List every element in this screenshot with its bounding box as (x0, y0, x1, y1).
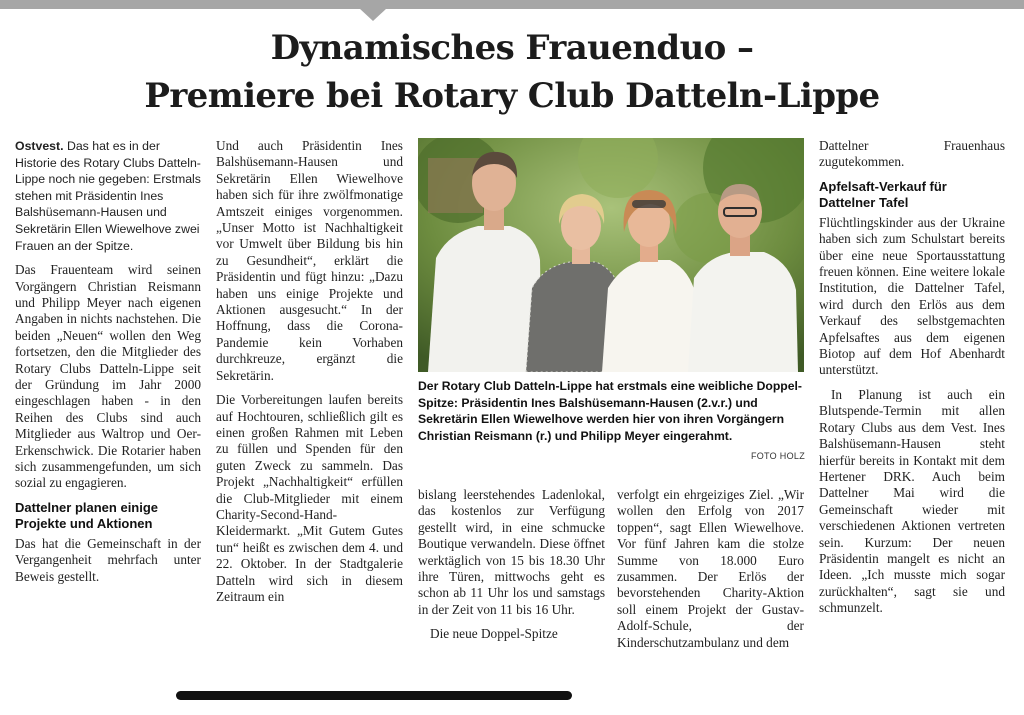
headline-line-2: Premiere bei Rotary Club Datteln-Lippe (144, 76, 880, 116)
article-column-4 (617, 487, 804, 659)
body-paragraph: Flüchtlingskinder aus der Ukraine haben sich zum Schulstart bereits über eine neue Sportausstattung freuen können. Eine weitere lokale Institution, die Dattelner Tafel, wird durch den Erlös aus dem Verkauf des selbstgemachten Apfelsaftes aus dem eigenen Biotop auf dem Hof Abenhardt unterstützt. (819, 214, 1005, 378)
body-paragraph: Die neue Doppel-Spitze (430, 626, 558, 642)
body-paragraph: Das Frauenteam wird seinen Vorgängern Christian Reismann und Philipp Meyer nach eigenen Angaben in nichts nachstehen. Die beiden „Neuen“ wollen den Weg fortsetzen, den die Mitglieder des Rotary Clubs Datteln-Lippe seit der Gründung im Jahr 2000 eingeschlagen haben - in den Reihen des Clubs sind auch Mitglieder aus Waltrop und Oer-Erkenschwick. Die Rotarier haben sich zusammengefunden, um sich sozial zu engagieren. (15, 262, 201, 491)
body-paragraph: verfolgt ein ehrgeiziges Ziel. „Wir wollen den Erfolg von 2017 toppen“, sagt Ellen Wiewelhove. Vor fünf Jahren kam die stolze Summe von 18.000 Euro zusammen. Der Erlös der bevorstehenden Charity-Aktion soll einem Projekt der Gustav-Adolf-Schule, der Kinderschutzambulanz und dem (617, 487, 804, 650)
lead-location: Ostvest. (15, 139, 64, 153)
body-paragraph: bislang leerstehendes Ladenlokal, das kostenlos zur Verfügung gestellt wird, in eine schmucke Boutique verwandeln. Diese öffnet werktäglich von 15 bis 18.30 Uhr ihre Türen, mittwochs geht es schon ab 11 Uhr los und samstags in der Zeit von 11 bis 16 Uhr. (418, 487, 605, 617)
photo-credit: FOTO HOLZ (750, 451, 805, 461)
article-column-5 (819, 138, 1005, 625)
lead-paragraph (15, 138, 201, 254)
body-paragraph: Und auch Präsidentin Ines Balshüsemann-Hausen und Sekretärin Ellen Wiewelhove haben sich für ihre zwölfmonatige Amtszeit einiges vorgenommen. „Unser Motto ist Nachhaltigkeit vor Umwelt über Bildung bis hin zu Gesundheit“, erklärt die Präsidentin und fügt hinzu: „Dazu haben uns einige Projekte und Aktionen ausgesucht.“ In der Hoffnung, dass die Corona-Pandemie kein Vorhaben durchkreuze, ergänzt die Sekretärin. (216, 138, 403, 383)
body-paragraph: In Planung ist auch ein Blutspende-Termin mit allen Rotary Clubs aus dem Vest. Ines Balshüsemann-Hausen steht hierfür bereits in Kontakt mit dem Hertener DRK. Auch beim Dattelner Mai wird die Gemeinschaft wieder mit verschiedenen Aktionen vertreten sein. Kurzum: Der neuen Präsidentin mangelt es nicht an Ideen. „Ich musste mich sogar zurückhalten“, sagt sie und schmunzelt. (819, 386, 1005, 616)
article-column-3 (418, 487, 605, 651)
headline-line-1: Dynamisches Frauenduo – (270, 28, 754, 68)
lead-text: Das hat es in der Historie des Rotary Clubs Datteln-Lippe noch nie gegeben: Erstmals stehen mit Präsidentin Ines Balshüsemann-Hausen und Sekretärin Ellen Wiewelhove zwei Frauen an der Spitze. (15, 139, 201, 253)
subheading: Dattelner planen einige Projekte und Aktionen (15, 499, 159, 531)
article-photo (418, 138, 804, 372)
photo-caption: Der Rotary Club Datteln-Lippe hat erstmals eine weibliche Doppel-Spitze: Präsidentin Ines Balshüsemann-Hausen (2.v.r.) und Sekretärin Ellen Wiewelhove werden hier von ihren Vorgängern Christian Reismann (r.) und Philipp Meyer eingerahmt. (418, 379, 802, 443)
pull-down-indicator[interactable] (359, 8, 387, 21)
body-paragraph: Das hat die Gemeinschaft in der Vergangenheit mehrfach unter Beweis gestellt. (15, 535, 201, 584)
subheading: Apfelsaft-Verkauf für Dattelner Tafel (819, 178, 947, 210)
body-paragraph: Die Vorbereitungen laufen bereits auf Hochtouren, schließlich gilt es einen großen Rahmen mit Leben zu füllen und Spenden für den guten Zweck zu sammeln. Das Projekt „Nachhaltigkeit“ erfüllen die Club-Mitglieder mit einem Charity-Second-Hand-Kleidermarkt. „Mit Gutem Gutes tun“ heißt es zwischen dem 4. und 22. Oktober. In der Stadtgalerie Datteln wird sich in diesem Zeitraum ein (216, 392, 403, 604)
article-column-2 (216, 138, 403, 613)
body-paragraph: Dattelner Frauenhaus zugutekommen. (819, 138, 1005, 170)
home-indicator-bar[interactable] (176, 691, 572, 700)
group-photo-illustration (418, 138, 804, 372)
top-scroll-bar (0, 0, 1024, 9)
article-column-1 (15, 138, 201, 593)
